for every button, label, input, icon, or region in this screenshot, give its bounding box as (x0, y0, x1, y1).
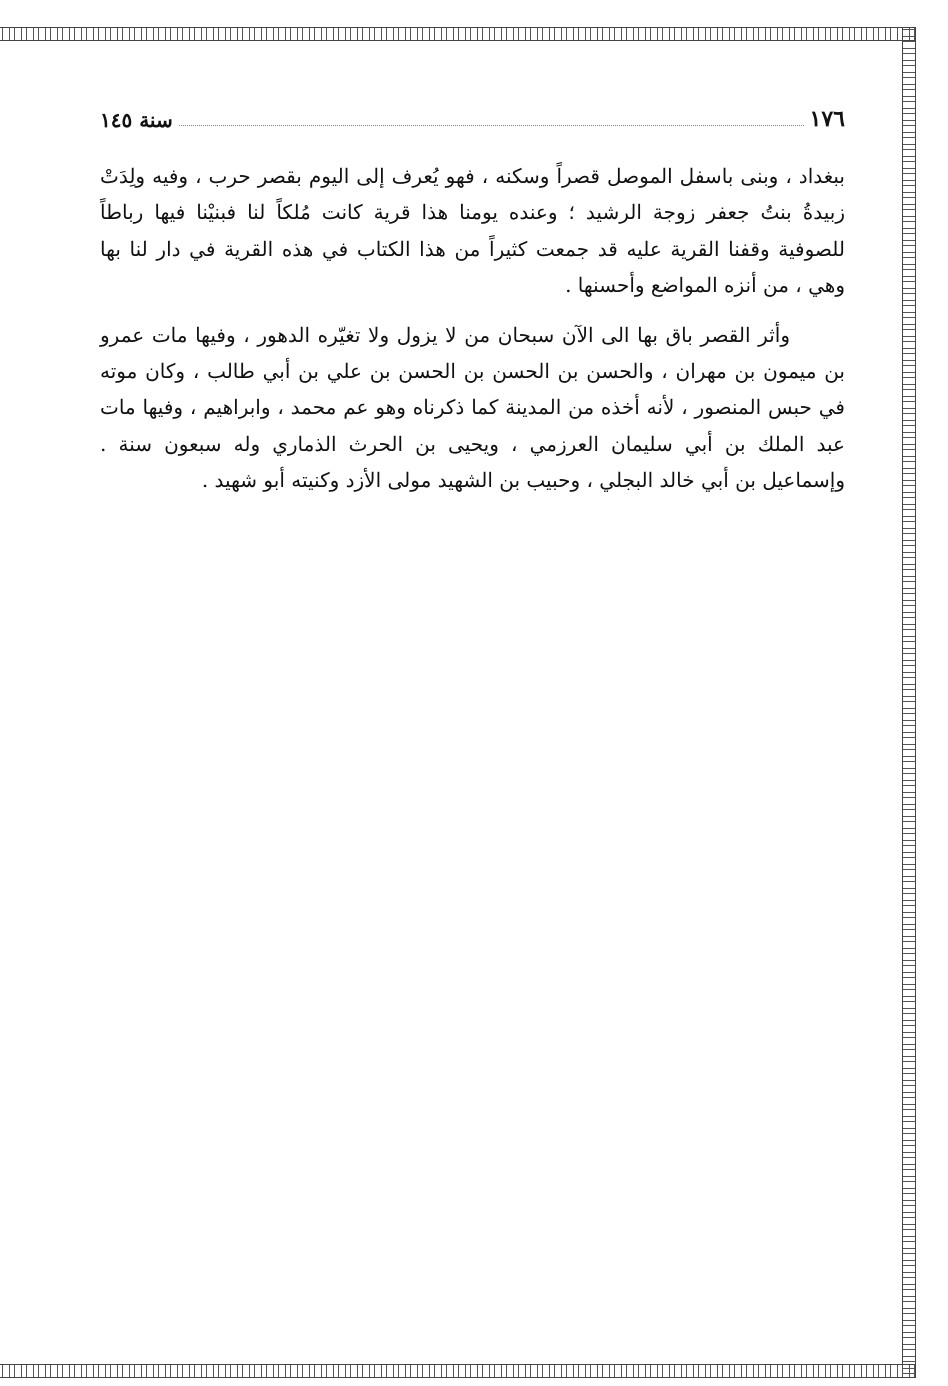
main-text (100, 158, 845, 499)
page-header (100, 98, 845, 132)
paragraph-2: وأثر القصر باق بها الى الآن سبحان من لا يزول ولا تغيّره الدهور ، وفيها مات عمرو بن ميمون بن مهران ، والحسن بن الحسن بن الحسن بن علي بن أبي طالب ، وكان موته في حبس المنصور ، لأنه أخذه من المدينة كما ذكرناه وهو عم محمد ، وابراهيم ، وفيها مات عبد الملك بن أبي سليمان العرزمي ، ويحيى بن الحرث الذماري وله سبعون سنة . وإسماعيل بن أبي خالد البجلي ، وحبيب بن الشهيد مولى الأزد وكنيته أبو شهيد . (100, 322, 845, 493)
ornamental-border-right (902, 27, 916, 1378)
header-dotted-leader (179, 125, 804, 126)
paragraph-1: ببغداد ، وبنى باسفل الموصل قصراً وسكنه ، فهو يُعرف إلى اليوم بقصر حرب ، وفيه ولِدَتْ زبيدةُ بنتُ جعفر زوجة الرشيد ؛ وعنده يومنا هذا قرية كانت مُلكاً لنا فبنيْنا فيها رباطاً للصوفية وقفنا القرية عليه قد جمعت كثيراً من هذا الكتاب في هذه القرية في دار لنا بها وهي ، من أنزه المواضع وأحسنها . (100, 164, 845, 298)
ornamental-border-top (0, 27, 916, 41)
page-number: ١٧٦ (809, 106, 845, 132)
running-title: سنة ١٤٥ (100, 108, 173, 132)
ornamental-border-bottom (0, 1364, 916, 1378)
